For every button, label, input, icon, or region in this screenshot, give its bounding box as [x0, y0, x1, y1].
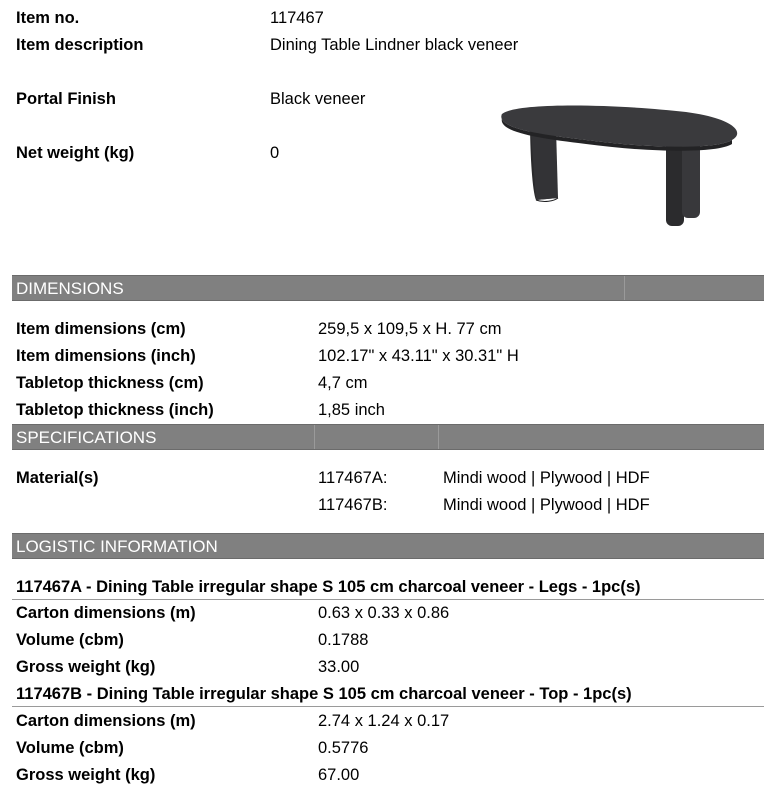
material-code: 117467A:	[318, 469, 388, 487]
package-value: 67.00	[318, 766, 360, 784]
header-divider	[624, 276, 625, 300]
package-label: Gross weight (kg)	[16, 766, 156, 784]
portal-finish-value: Black veneer	[270, 90, 366, 108]
materials-label: Material(s)	[16, 469, 99, 487]
package-heading: 117467A - Dining Table irregular shape S 105 cm charcoal veneer - Legs - 1pc(s)	[16, 578, 641, 596]
item-no-label: Item no.	[16, 9, 80, 27]
package-label: Volume (cbm)	[16, 631, 124, 649]
dimensions-section-header	[12, 275, 764, 301]
dimension-label: Tabletop thickness (cm)	[16, 374, 204, 392]
portal-finish-label: Portal Finish	[16, 90, 116, 108]
logistic-section-header	[12, 533, 764, 559]
net-weight-label: Net weight (kg)	[16, 144, 135, 162]
dimension-value: 102.17" x 43.11" x 30.31" H	[318, 347, 519, 365]
dimension-value: 4,7 cm	[318, 374, 368, 392]
dimension-value: 259,5 x 109,5 x H. 77 cm	[318, 320, 502, 338]
product-image	[496, 100, 744, 232]
material-value: Mindi wood | Plywood | HDF	[443, 496, 650, 514]
dimension-label: Item dimensions (inch)	[16, 347, 196, 365]
package-label: Carton dimensions (m)	[16, 712, 196, 730]
package-value: 0.5776	[318, 739, 369, 757]
item-no-value: 117467	[270, 9, 324, 27]
divider-line	[12, 706, 764, 707]
material-code: 117467B:	[318, 496, 388, 514]
package-label: Gross weight (kg)	[16, 658, 156, 676]
item-description-label: Item description	[16, 36, 144, 54]
dimension-label: Item dimensions (cm)	[16, 320, 186, 338]
package-heading: 117467B - Dining Table irregular shape S 105 cm charcoal veneer - Top - 1pc(s)	[16, 685, 632, 703]
net-weight-value: 0	[270, 144, 280, 162]
package-value: 0.63 x 0.33 x 0.86	[318, 604, 450, 622]
specifications-section-header	[12, 424, 764, 450]
specifications-title: SPECIFICATIONS	[16, 428, 157, 447]
header-divider	[314, 425, 315, 449]
package-value: 0.1788	[318, 631, 369, 649]
item-description-value: Dining Table Lindner black veneer	[270, 36, 519, 54]
package-label: Carton dimensions (m)	[16, 604, 196, 622]
package-value: 33.00	[318, 658, 360, 676]
divider-line	[12, 599, 764, 600]
dimension-value: 1,85 inch	[318, 401, 385, 419]
package-label: Volume (cbm)	[16, 739, 124, 757]
header-divider	[438, 425, 439, 449]
logistic-title: LOGISTIC INFORMATION	[16, 537, 218, 556]
dimensions-title: DIMENSIONS	[16, 279, 124, 298]
dimension-label: Tabletop thickness (inch)	[16, 401, 214, 419]
package-value: 2.74 x 1.24 x 0.17	[318, 712, 450, 730]
material-value: Mindi wood | Plywood | HDF	[443, 469, 650, 487]
